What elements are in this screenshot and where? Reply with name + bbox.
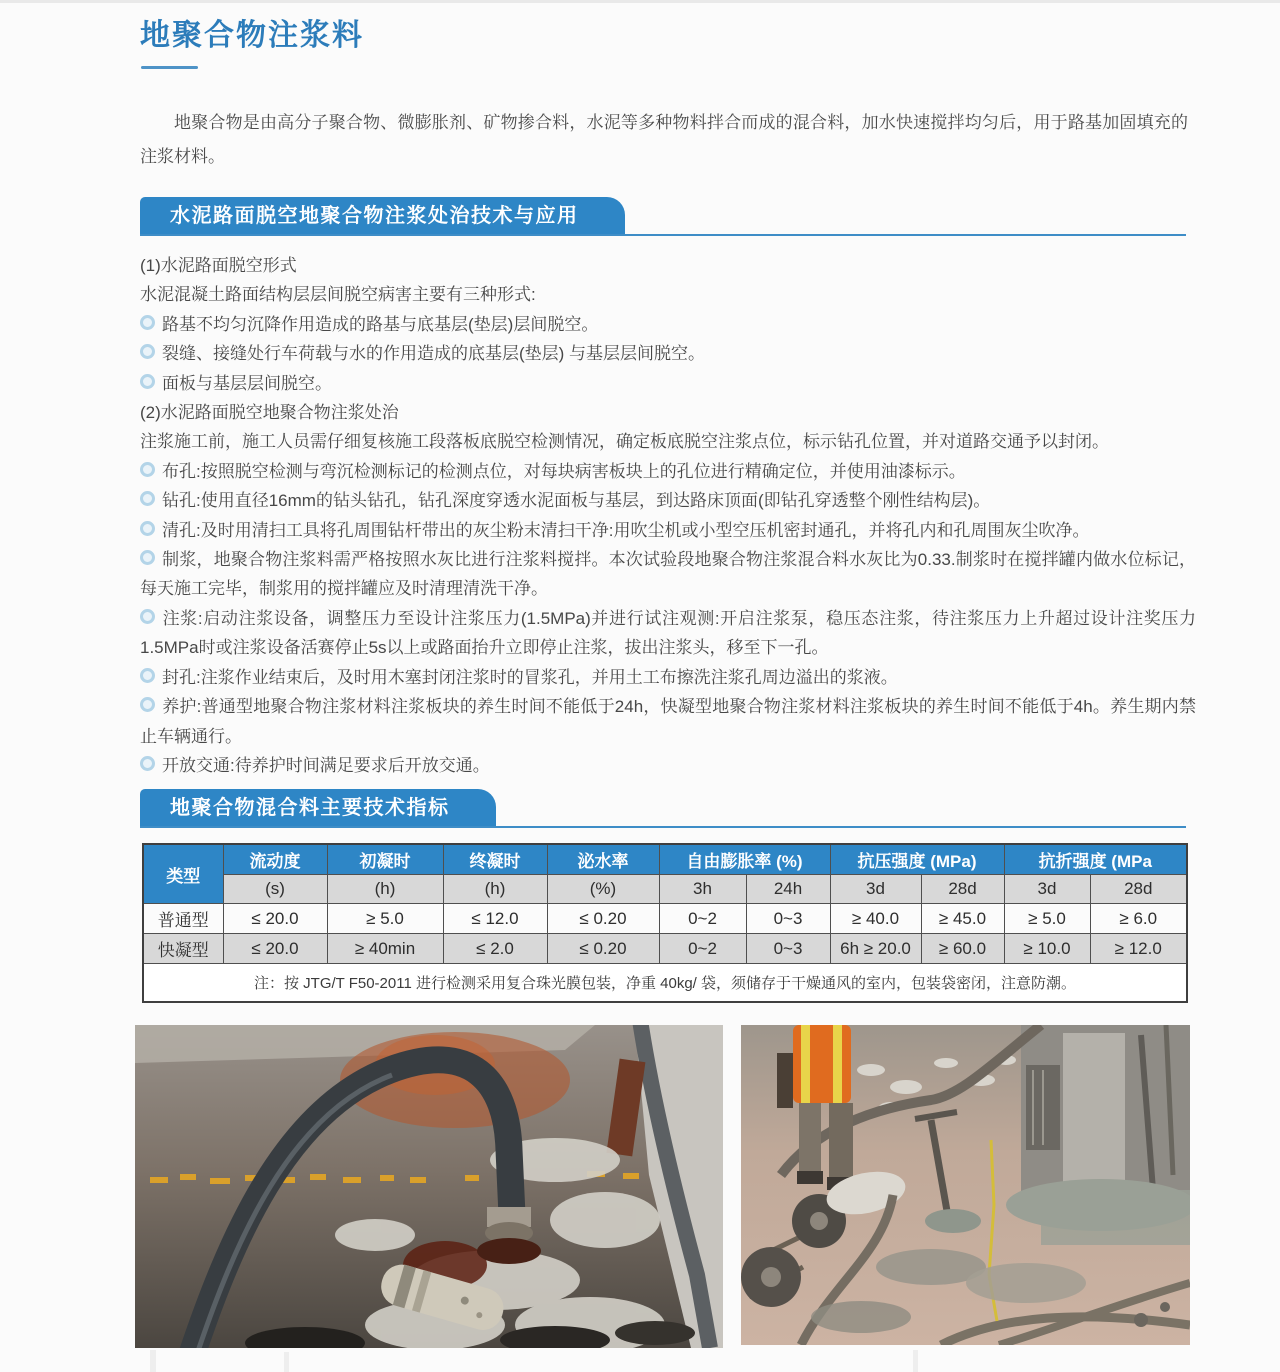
table-cell: 0~2 xyxy=(659,904,746,934)
table-cell: ≥ 40min xyxy=(327,934,443,964)
table-header-row xyxy=(143,844,1187,875)
ring-bullet-icon xyxy=(140,315,155,330)
bullet-paragraph xyxy=(140,692,1196,751)
paragraph-text: 面板与基层层间脱空。 xyxy=(162,373,332,393)
section2-banner: 地聚合物混合料主要技术指标 xyxy=(140,789,496,826)
table-cell: ≤ 0.20 xyxy=(547,904,659,934)
table-cell: ≤ 0.20 xyxy=(547,934,659,964)
table-note-row xyxy=(143,964,1187,1003)
table-unit-cell: 3d xyxy=(830,875,921,904)
table-unit-row xyxy=(143,875,1187,904)
paragraph-text: 开放交通:待养护时间满足要求后开放交通。 xyxy=(162,755,490,775)
table-unit-cell: 28d xyxy=(921,875,1004,904)
table-cell: ≤ 12.0 xyxy=(443,904,547,934)
paragraph-text: 路基不均匀沉降作用造成的路基与底基层(垫层)层间脱空。 xyxy=(162,314,599,334)
table-header-cell: 终凝时 xyxy=(443,844,547,875)
paragraph-text: 钻孔:使用直径16mm的钻头钻孔，钻孔深度穿透水泥面板与基层，到达路床顶面(即钻孔穿透整个刚性结构层)。 xyxy=(162,491,991,511)
paragraph-text: (1)水泥路面脱空形式 xyxy=(140,256,297,275)
paragraph-text: 注浆施工前，施工人员需仔细复核施工段落板底脱空检测情况，确定板底脱空注浆点位，标示钻孔位置，并对道路交通予以封闭。 xyxy=(140,432,1109,452)
table-cell: ≥ 45.0 xyxy=(921,904,1004,934)
table-header-cell: 自由膨胀率 (%) xyxy=(659,844,830,875)
table-row-normal-type xyxy=(143,904,1187,934)
table-note-cell: 注：按 JTG/T F50-2011 进行检测采用复合珠光膜包装，净重 40kg/ 袋，须储存于干燥通风的室内，包装袋密闭，注意防潮。 xyxy=(143,964,1187,1003)
table-cell: ≤ 20.0 xyxy=(223,904,327,934)
bullet-paragraph xyxy=(140,516,1196,545)
table-unit-cell: 3h xyxy=(659,875,746,904)
section1-banner-row xyxy=(140,197,1186,236)
paragraph-numbered xyxy=(140,251,1196,280)
table-cell: ≥ 40.0 xyxy=(830,904,921,934)
table-cell: ≤ 20.0 xyxy=(223,934,327,964)
table-unit-cell: (s) xyxy=(223,875,327,904)
paragraph-plain xyxy=(140,427,1196,456)
bullet-paragraph xyxy=(140,486,1196,515)
table-cell: 0~3 xyxy=(746,904,830,934)
spec-table xyxy=(142,843,1188,1003)
ring-bullet-icon xyxy=(140,756,155,771)
pavement-grouting-hose-photo xyxy=(135,1025,723,1348)
paragraph-numbered xyxy=(140,398,1196,427)
table-row-label: 快凝型 xyxy=(143,934,223,964)
paragraph-text: 养护:普通型地聚合物注浆材料注浆板块的养生时间不能低于24h，快凝型地聚合物注浆材料注浆板块的养生时间不能低于4h。养生期内禁止车辆通行。 xyxy=(140,697,1196,746)
paragraph-text: 布孔:按照脱空检测与弯沉检测标记的检测点位，对每块病害板块上的孔位进行精确定位，并使用油漆标示。 xyxy=(162,461,966,481)
ring-bullet-icon xyxy=(140,344,155,359)
page-bottom-artifact xyxy=(913,1350,918,1372)
intro-paragraph: 地聚合物是由高分子聚合物、微膨胀剂、矿物掺合料，水泥等多种物料拌合而成的混合料，加水快速搅拌均匀后，用于路基加固填充的注浆材料。 xyxy=(140,113,1188,166)
ring-bullet-icon xyxy=(140,550,155,565)
table-cell: ≥ 6.0 xyxy=(1090,904,1187,934)
paragraph-text: (2)水泥路面脱空地聚合物注浆处治 xyxy=(140,403,399,423)
ring-bullet-icon xyxy=(140,697,155,712)
ring-bullet-icon xyxy=(140,609,155,624)
table-header-cell: 流动度 xyxy=(223,844,327,875)
paragraph-text: 水泥混凝土路面结构层层间脱空病害主要有三种形式: xyxy=(140,285,536,305)
ring-bullet-icon xyxy=(140,491,155,506)
table-cell: ≥ 60.0 xyxy=(921,934,1004,964)
table-cell: ≤ 2.0 xyxy=(443,934,547,964)
page-bottom-artifact xyxy=(284,1352,289,1372)
bullet-paragraph xyxy=(140,663,1196,692)
table-cell: ≥ 5.0 xyxy=(327,904,443,934)
table-row-rapid-type xyxy=(143,934,1187,964)
title-underline xyxy=(141,66,198,69)
section1-body xyxy=(140,251,1196,780)
paragraph-text: 封孔:注浆作业结束后，及时用木塞封闭注浆时的冒浆孔，并用土工布擦洗注浆孔周边溢出的浆液。 xyxy=(162,667,898,687)
section1-banner: 水泥路面脱空地聚合物注浆处治技术与应用 xyxy=(140,197,625,234)
paragraph-plain xyxy=(140,280,1196,309)
paragraph-text: 注浆:启动注浆设备，调整压力至设计注浆压力(1.5MPa)并进行试注观测:开启注浆泵，稳压态注浆，待注浆压力上升超过设计注奖压力1.5MPa时或注浆设备活赛停止5s以上或路面抬升立即停止注浆，拔出注浆头，移至下一孔。 xyxy=(140,608,1196,658)
table-unit-cell: 24h xyxy=(746,875,830,904)
table-unit-cell: 28d xyxy=(1090,875,1187,904)
paragraph-text: 裂缝、接缝处行车荷载与水的作用造成的底基层(垫层) 与基层层间脱空。 xyxy=(162,344,706,364)
bullet-paragraph xyxy=(140,310,1196,339)
table-row-label: 普通型 xyxy=(143,904,223,934)
paragraph-text: 制浆，地聚合物注浆料需严格按照水灰比进行注浆料搅拌。本次试验段地聚合物注浆混合料水灰比为0.33.制浆时在搅拌罐内做水位标记，每天施工完毕，制浆用的搅拌罐应及时清理清洗干净。 xyxy=(140,550,1196,599)
table-header-cell: 泌水率 xyxy=(547,844,659,875)
bullet-paragraph xyxy=(140,369,1196,398)
table-cell: 6h ≥ 20.0 xyxy=(830,934,921,964)
table-cell: 0~2 xyxy=(659,934,746,964)
page-bottom-artifact xyxy=(150,1350,156,1372)
table-cell: ≥ 12.0 xyxy=(1090,934,1187,964)
table-header-cell: 类型 xyxy=(143,844,223,904)
table-header-cell: 抗压强度 (MPa) xyxy=(830,844,1004,875)
grouting-site-worker-photo xyxy=(741,1025,1190,1345)
page-top-edge xyxy=(0,0,1280,3)
table-header-cell: 初凝时 xyxy=(327,844,443,875)
bullet-paragraph xyxy=(140,339,1196,368)
table-unit-cell: (%) xyxy=(547,875,659,904)
table-unit-cell: (h) xyxy=(327,875,443,904)
page-title: 地聚合物注浆料 xyxy=(140,19,364,52)
table-unit-cell: 3d xyxy=(1004,875,1090,904)
ring-bullet-icon xyxy=(140,521,155,536)
section2-banner-row xyxy=(140,789,1186,828)
bullet-paragraph xyxy=(140,604,1196,663)
bullet-paragraph xyxy=(140,457,1196,486)
table-cell: ≥ 5.0 xyxy=(1004,904,1090,934)
ring-bullet-icon xyxy=(140,668,155,683)
ring-bullet-icon xyxy=(140,374,155,389)
table-unit-cell: (h) xyxy=(443,875,547,904)
table-cell: 0~3 xyxy=(746,934,830,964)
bullet-paragraph xyxy=(140,751,1196,780)
table-cell: ≥ 10.0 xyxy=(1004,934,1090,964)
ring-bullet-icon xyxy=(140,462,155,477)
table-header-cell: 抗折强度 (MPa xyxy=(1004,844,1187,875)
paragraph-text: 清孔:及时用清扫工具将孔周围钻杆带出的灰尘粉末清扫干净:用吹尘机或小型空压机密封通孔，并将孔内和孔周围灰尘吹净。 xyxy=(162,520,1090,540)
bullet-paragraph xyxy=(140,545,1196,604)
